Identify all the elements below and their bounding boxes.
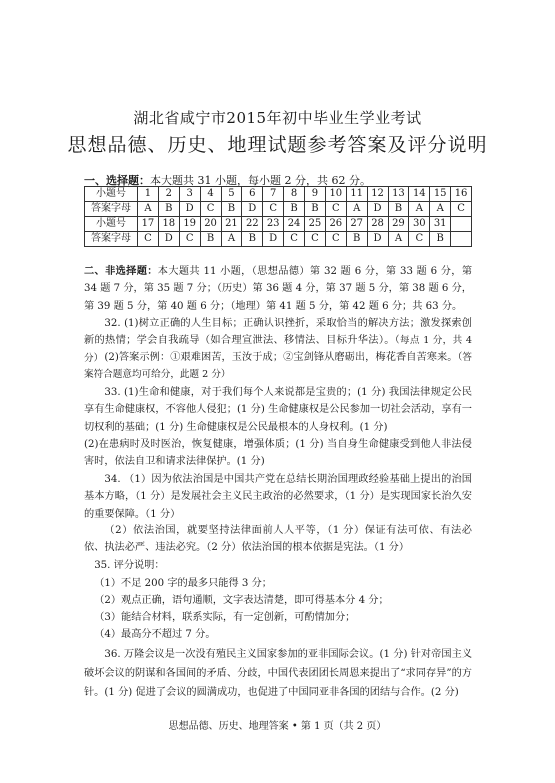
section2-heading	[84, 263, 472, 315]
cell: C	[409, 232, 430, 247]
cell: B	[158, 202, 179, 217]
cell: D	[242, 202, 263, 217]
cell: C	[138, 232, 159, 247]
cell: 3	[179, 187, 200, 202]
cell: C	[179, 232, 200, 247]
section1-label: 一、选择题：	[84, 174, 150, 187]
cell: 28	[367, 217, 388, 232]
answer-table-row-nums2	[85, 217, 472, 232]
cell: C	[325, 202, 346, 217]
answer-table-row-nums1	[85, 187, 472, 202]
cell: C	[451, 202, 472, 217]
cell: B	[346, 232, 367, 247]
q35-item-4: （4）最高分不超过 7 分。	[94, 629, 216, 640]
cell: 22	[242, 217, 263, 232]
page-footer: 思想品德、历史、地理答案 • 第 1 页（共 2 页）	[168, 721, 387, 732]
exam-title: 湖北省咸宁市2015年初中毕业生学业考试	[133, 109, 422, 127]
cell: 24	[284, 217, 305, 232]
q35-item-3: （3）能结合材料，联系实际，有一定创新，可酌情加分；	[94, 612, 356, 623]
cell: B	[284, 202, 305, 217]
cell: D	[367, 202, 388, 217]
q36-answer: 36. 万隆会议是一次没有殖民主义国家参加的亚非国际会议。(1 分) 针对帝国主义破坏会议的阴谋和各国间的矛盾、分歧，中国代表团团长周恩来提出了“求同存异”的方针。(1 分) 促进了会议的圆满成功，也促进了中国同亚非各国的团结与合作。(2 分)	[84, 649, 472, 698]
cell: D	[179, 202, 200, 217]
cell: 19	[179, 217, 200, 232]
q35-item-1: （1）不足 200 字的最多只能得 3 分；	[94, 578, 272, 589]
row-header-num: 小题号	[85, 187, 138, 202]
cell: B	[430, 232, 451, 247]
q32-part2-note: （答案符合题意均可给分，此题 2 分）	[84, 352, 472, 381]
cell: D	[367, 232, 388, 247]
q32-part2-text: (2)答案示例：①艰难困苦，玉汝于成；②宝剑锋从磨砺出，梅花香自苦寒来。	[104, 352, 458, 363]
cell: 30	[409, 217, 430, 232]
cell: 29	[388, 217, 409, 232]
section2-desc: 本大题共 11 小题，（思想品德）第 32 题 6 分，第 33 题 6 分，第 34 题 7 分，第 35 题 7 分；（历史）第 36 题 4 分，第 37 题 5 分，第 38 题 6 分，第 39 题 5 分，第 40 题 6 分；（地理）第 41 题 5 分，第 42 题 6 分；共 63 分。	[84, 266, 473, 312]
row-header-num: 小题号	[85, 217, 138, 232]
cell: 5	[221, 187, 242, 202]
row-header-ans: 答案字母	[85, 202, 138, 217]
q32-part1-text: 32. (1)树立正确的人生目标；正确认识挫折，采取恰当的解决方法；激发探索创新的热情；学会自我疏导（如合理宣泄法、移情法、目标升华法）。	[84, 318, 472, 347]
cell: B	[200, 232, 221, 247]
cell: 14	[409, 187, 430, 202]
cell: C	[284, 232, 305, 247]
q32-part2	[84, 349, 472, 384]
cell: 2	[158, 187, 179, 202]
q33-part2: (2)在患病时及时医治，恢复健康，增强体质；(1 分) 当自身生命健康受到他人非法侵害时，依法自卫和请求法律保护。(1 分)	[84, 439, 472, 468]
cell: 31	[430, 217, 451, 232]
row-header-ans: 答案字母	[85, 232, 138, 247]
cell: 1	[138, 187, 159, 202]
cell: 27	[346, 217, 367, 232]
q35-item-2: （2）观点正确，语句通顺，文字表达清楚，即可得基本分 4 分；	[94, 595, 389, 606]
cell: 16	[451, 187, 472, 202]
cell: A	[138, 202, 159, 217]
q32-part1-note: （每点 1 分，共 4 分）	[84, 335, 472, 364]
cell: A	[221, 232, 242, 247]
cell: 18	[158, 217, 179, 232]
cell: C	[263, 202, 284, 217]
cell: 11	[346, 187, 367, 202]
cell: D	[158, 232, 179, 247]
cell: B	[388, 202, 409, 217]
cell: 17	[138, 217, 159, 232]
answer-key-title: 思想品德、历史、地理试题参考答案及评分说明	[67, 134, 488, 156]
cell: A	[346, 202, 367, 217]
cell: 25	[305, 217, 326, 232]
cell: A	[388, 232, 409, 247]
q34-part2: （2）依法治国，就要坚持法律面前人人平等，（1 分）保证有法可依、有法必依、执法必严、违法必究。（2 分）依法治国的根本依据是宪法。（1 分）	[84, 525, 472, 554]
cell: A	[430, 202, 451, 217]
cell: C	[325, 232, 346, 247]
cell: A	[409, 202, 430, 217]
cell: 8	[284, 187, 305, 202]
answer-table-row-ans1	[85, 202, 472, 217]
cell: B	[221, 202, 242, 217]
cell: 26	[325, 217, 346, 232]
q35-heading: 35. 评分说明：	[94, 560, 165, 571]
cell: B	[305, 202, 326, 217]
cell: D	[263, 232, 284, 247]
cell: 10	[325, 187, 346, 202]
section2-label: 二、非选择题：	[84, 265, 158, 277]
cell	[451, 217, 472, 232]
cell: 4	[200, 187, 221, 202]
cell: 12	[367, 187, 388, 202]
cell: 20	[200, 217, 221, 232]
cell: 6	[242, 187, 263, 202]
cell: 15	[430, 187, 451, 202]
answer-table-row-ans2	[85, 232, 472, 247]
cell: 9	[305, 187, 326, 202]
cell: 21	[221, 217, 242, 232]
cell: C	[305, 232, 326, 247]
answer-table	[84, 186, 472, 247]
cell: 23	[263, 217, 284, 232]
cell	[451, 232, 472, 247]
cell: 7	[263, 187, 284, 202]
cell: 13	[388, 187, 409, 202]
q34-part1: 34. （1）因为依法治国是中国共产党在总结长期治国理政经验基础上提出的治国基本方略，（1 分）是发展社会主义民主政治的必然要求，（1 分）是实现国家长治久安的重要保障。（1 分）	[84, 474, 472, 520]
cell: C	[200, 202, 221, 217]
q33-part1: 33. (1)生命和健康，对于我们每个人来说都是宝贵的；(1 分) 我国法律规定公民享有生命健康权，不容他人侵犯；(1 分) 生命健康权是公民参加一切社会活动，享有一切权利的基础；(1 分) 生命健康权是公民最根本的人身权利。(1 分)	[84, 387, 472, 433]
section1-desc: 本大题共 31 小题，每小题 2 分，共 62 分。	[150, 174, 371, 187]
cell: B	[242, 232, 263, 247]
